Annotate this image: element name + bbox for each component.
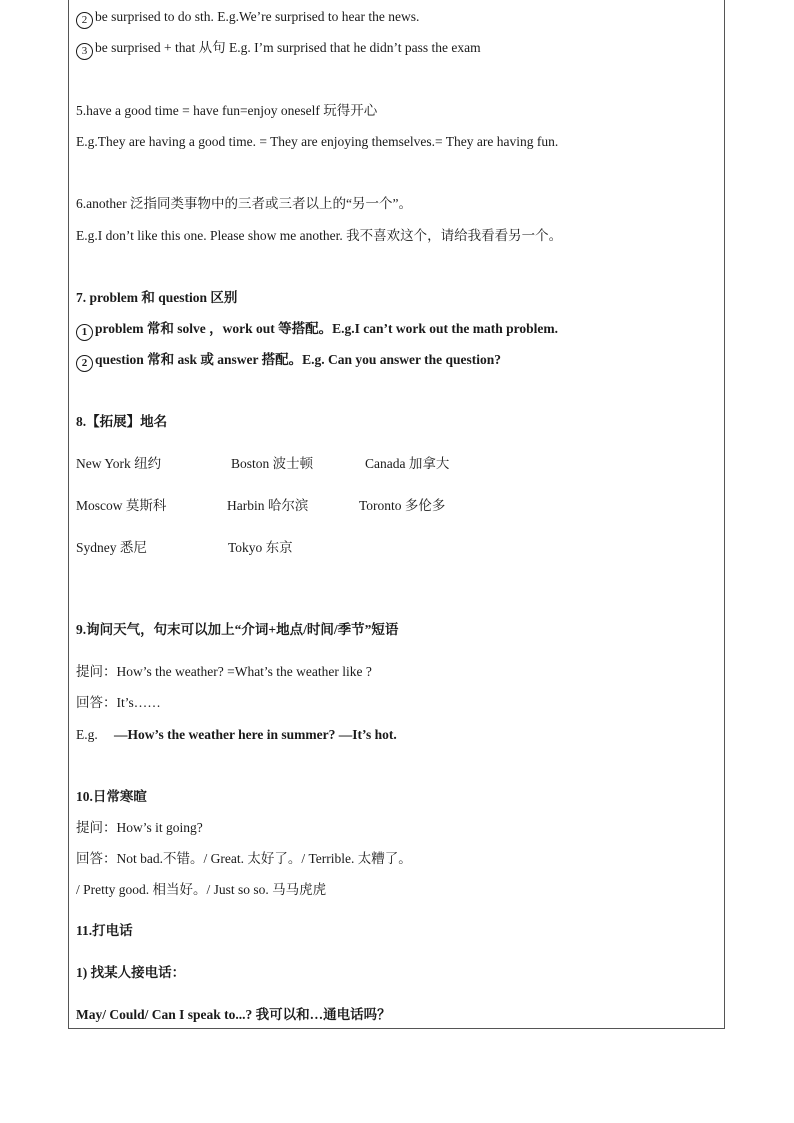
place-item: Harbin 哈尔滨 <box>227 498 309 513</box>
places-row-3 <box>76 539 293 557</box>
section-7-item-1 <box>76 320 558 341</box>
section-9-answer: 回答：It’s…… <box>76 695 161 710</box>
rule-line-2 <box>76 39 481 60</box>
rule-line-1 <box>76 8 419 29</box>
eg-label: E.g. <box>76 727 98 742</box>
line-text: be surprised to do sth. E.g.We’re surprised to hear the news. <box>95 9 420 24</box>
section-6-example: E.g.I don’t like this one. Please show me another. 我不喜欢这个，请给我看看另一个。 <box>76 228 563 243</box>
place-item: Boston 波士顿 <box>231 456 314 471</box>
places-row-2 <box>76 497 445 515</box>
section-11-phrase: May/ Could/ Can I speak to...? 我可以和…通电话吗？ <box>76 1007 391 1022</box>
circled-number: 1 <box>76 324 93 341</box>
circled-number: 2 <box>76 355 93 372</box>
section-5-example: E.g.They are having a good time. = They are enjoying themselves.= They are having fun. <box>76 134 559 149</box>
section-6-heading: 6.another 泛指同类事物中的三者或三者以上的“另一个”。 <box>76 196 412 211</box>
place-item: Canada 加拿大 <box>365 456 450 471</box>
line-text: problem 常和 solve ，work out 等搭配。E.g.I can’t work out the math problem. <box>95 321 559 336</box>
section-9-heading: 9.询问天气，句末可以加上“介词+地点/时间/季节”短语 <box>76 622 399 637</box>
place-item: New York 纽约 <box>76 456 162 471</box>
section-7-heading: 7. problem 和 question 区别 <box>76 290 238 305</box>
section-5-heading: 5.have a good time = have fun=enjoy oneself 玩得开心 <box>76 103 378 118</box>
section-9-question: 提问：How’s the weather? =What’s the weather like ? <box>76 664 372 679</box>
place-item: Moscow 莫斯科 <box>76 498 167 513</box>
section-10-heading: 10.日常寒暄 <box>76 789 147 804</box>
circled-number: 3 <box>76 43 93 60</box>
section-8-heading: 8.【拓展】地名 <box>76 414 168 429</box>
place-item: Toronto 多伦多 <box>359 498 446 513</box>
section-10-question: 提问：How’s it going? <box>76 820 203 835</box>
place-item: Tokyo 东京 <box>228 540 293 555</box>
section-11-sub-1: 1) 找某人接电话： <box>76 965 186 980</box>
places-row-1 <box>76 455 449 473</box>
section-11-heading: 11.打电话 <box>76 923 133 938</box>
section-7-item-2 <box>76 351 501 372</box>
section-10-answer-cont: / Pretty good. 相当好。/ Just so so. 马马虎虎 <box>76 882 327 897</box>
place-item: Sydney 悉尼 <box>76 540 147 555</box>
example-dialogue: —How’s the weather here in summer? —It’s hot. <box>114 727 397 742</box>
circled-number: 2 <box>76 12 93 29</box>
line-text: question 常和 ask 或 answer 搭配。E.g. Can you answer the question? <box>95 352 502 367</box>
section-9-example <box>76 726 397 744</box>
section-10-answer: 回答：Not bad.不错。/ Great. 太好了。/ Terrible. 太糟了。 <box>76 851 412 866</box>
line-text: be surprised + that 从句 E.g. I’m surprised that he didn’t pass the exam <box>95 40 481 55</box>
